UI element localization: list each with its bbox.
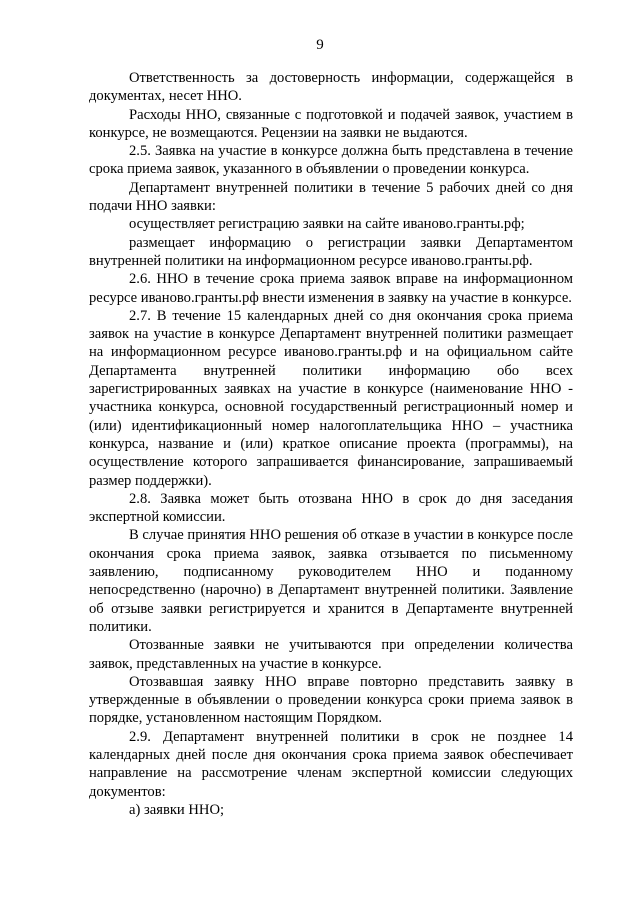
paragraph-withdrawn-not-counted: Отозванные заявки не учитываются при определении количества заявок, представленных на участие в конкурсе.	[89, 637, 573, 672]
paragraph-2-8: 2.8. Заявка может быть отозвана ННО в срок до дня заседания экспертной комиссии.	[89, 490, 573, 526]
paragraph-registration: осуществляет регистрацию заявки на сайте иваново.гранты.рф;	[129, 216, 525, 233]
paragraph-department-5-days: Департамент внутренней политики в течение 5 рабочих дней со дня подачи ННО заявки:	[89, 179, 573, 215]
paragraph-2-9: 2.9. Департамент внутренней политики в срок не позднее 14 календарных дней после дня окончания срока приема заявок обеспечивает направление на рассмотрение членам экспертной комиссии следующих документов:	[89, 728, 573, 800]
paragraph-2-6: 2.6. ННО в течение срока приема заявок вправе на информационном ресурсе иваново.гранты.рф внести изменения в заявку на участие в конкурсе.	[89, 271, 573, 306]
list-item-a: а) заявки ННО;	[129, 801, 225, 818]
page-number: 9	[316, 37, 324, 53]
paragraph-resubmission: Отозвавшая заявку ННО вправе повторно представить заявку в утвержденные в объявлении о проведении конкурса сроки приема заявок в порядке, установленном настоящим Порядком.	[89, 673, 573, 727]
document-body	[89, 69, 573, 819]
paragraph-responsibility: Ответственность за достоверность информации, содержащейся в документах, несет ННО.	[89, 70, 573, 105]
paragraph-withdrawal: В случае принятия ННО решения об отказе в участии в конкурсе после окончания срока приема заявок, заявка отзывается по письменному заявлению, подписанному руководителем ННО и поданному непосредственно (нарочно) в Департамент внутренней политики. Заявление об отзыве заявки регистрируется и хранится в Департаменте внутренней политики.	[89, 527, 573, 635]
paragraph-2-5: 2.5. Заявка на участие в конкурсе должна быть представлена в течение срока приема заявок, указанного в объявлении о проведении конкурса.	[89, 143, 573, 178]
paragraph-expenses: Расходы ННО, связанные с подготовкой и подачей заявок, участием в конкурсе, не возмещаются. Рецензии на заявки не выдаются.	[89, 106, 573, 141]
paragraph-registration-info: размещает информацию о регистрации заявки Департаментом внутренней политики на информационном ресурсе иваново.гранты.рф.	[89, 234, 573, 269]
paragraph-2-7: 2.7. В течение 15 календарных дней со дня окончания срока приема заявок на участие в конкурсе Департамент внутренней политики размещает на информационном ресурсе иваново.гранты.рф и на официальном сайте Департамента внутренней политики информацию обо всех зарегистрированных заявках на участие в конкурсе (наименование ННО - участника конкурса, основной государственный регистрационный номер и (или) идентификационный номер налогоплательщика ННО – участника конкурса, название и (или) краткое описание проекта (программы), на осуществление которого запрашивается финансирование, запрашиваемый размер поддержки).	[89, 307, 573, 489]
